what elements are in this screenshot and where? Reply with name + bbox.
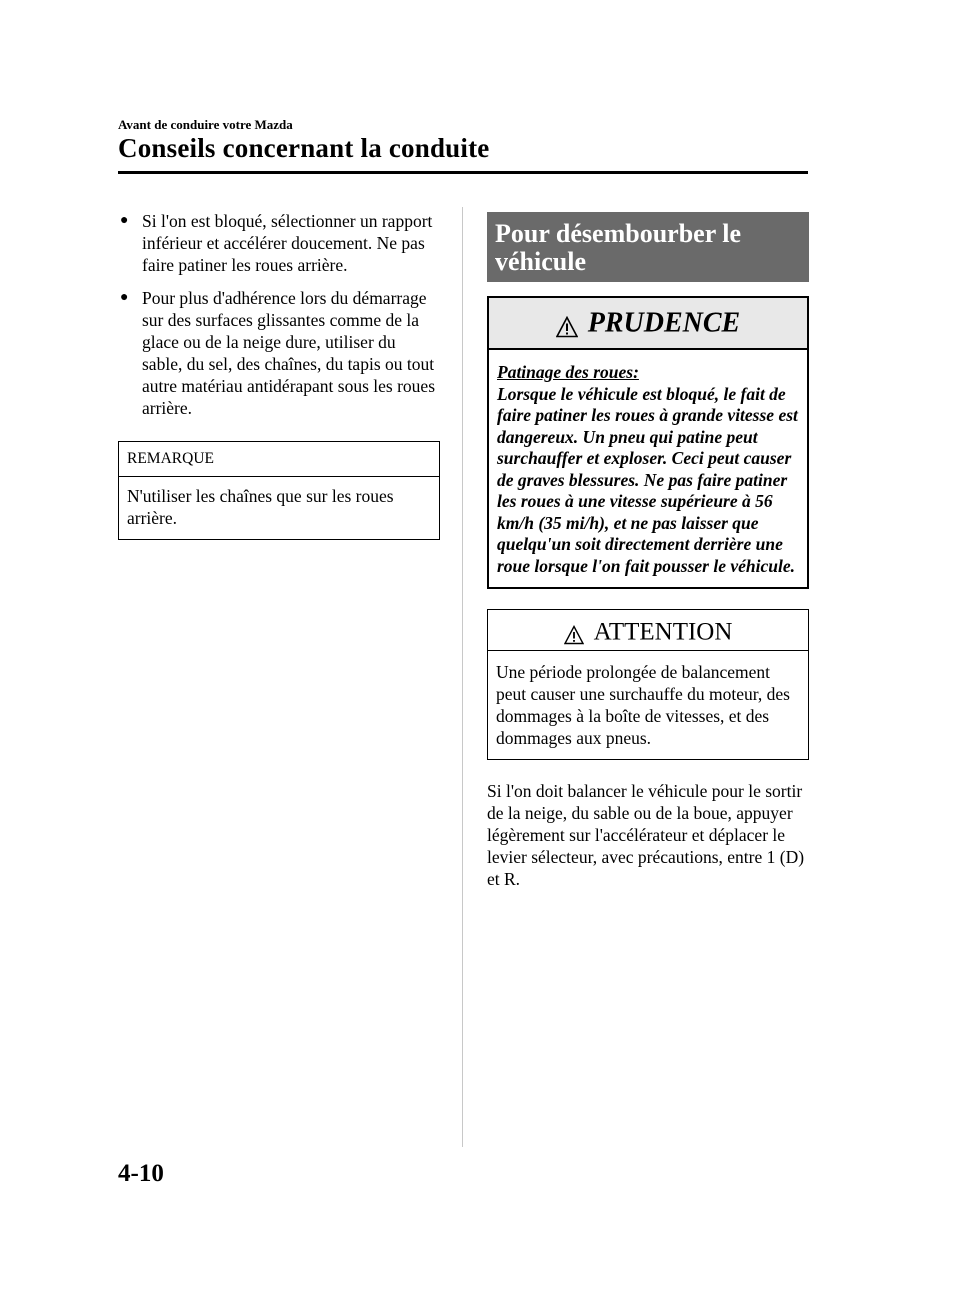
warning-triangle-icon bbox=[556, 309, 578, 331]
attention-body: Une période prolongée de balancement peut causer une surchauffe du moteur, des dommages à la boîte de vitesses, et des dommages aux pneus. bbox=[496, 662, 790, 748]
attention-header bbox=[488, 610, 808, 651]
column-divider bbox=[462, 207, 463, 1147]
bullet-icon: ● bbox=[120, 213, 129, 228]
list-item-text: Si l'on est bloqué, sélectionner un rapport inférieur et accélérer doucement. Ne pas faire patiner les roues arrière. bbox=[142, 211, 433, 275]
caution-text: Lorsque le véhicule est bloqué, le fait de faire patiner les roues à grande vitesse est dangereux. Un pneu qui patine peut surchauffer et exploser. Ceci peut causer de graves blessures. Ne pas faire patiner les roues à une vitesse supérieure à 56 km/h (35 mi/h), et ne pas laisser que quelqu'un soit directement derrière une roue lorsque l'on fait pousser le véhicule. bbox=[497, 383, 798, 576]
header-rule bbox=[118, 171, 808, 174]
list-item bbox=[118, 287, 440, 419]
caution-subtitle: Patinage des roues: bbox=[497, 362, 639, 382]
note-title: REMARQUE bbox=[119, 442, 439, 477]
bullet-list bbox=[118, 210, 440, 419]
section-heading: Pour désembourber le véhicule bbox=[487, 212, 809, 282]
attention-title: ATTENTION bbox=[593, 618, 733, 646]
left-column bbox=[118, 210, 440, 540]
page-number: 4-10 bbox=[118, 1160, 164, 1187]
warning-triangle-icon bbox=[564, 619, 584, 639]
bullet-icon: ● bbox=[120, 290, 129, 305]
note-body: N'utiliser les chaînes que sur les roues arrière. bbox=[127, 486, 394, 528]
page-title: Conseils concernant la conduite bbox=[118, 133, 490, 163]
list-item bbox=[118, 210, 440, 276]
caution-title: PRUDENCE bbox=[587, 307, 741, 339]
caution-header bbox=[489, 298, 807, 350]
caution-box bbox=[487, 296, 809, 589]
list-item-text: Pour plus d'adhérence lors du démarrage sur des surfaces glissantes comme de la glace ou de la neige dure, utiliser du sable, du sel, des chaînes, du tapis ou tout autre matériau antidérapant sous les roues arrière. bbox=[142, 288, 436, 418]
attention-box bbox=[487, 609, 809, 760]
right-column bbox=[487, 212, 809, 890]
body-paragraph: Si l'on doit balancer le véhicule pour le sortir de la neige, du sable ou de la boue, appuyer légèrement sur l'accélérateur et déplacer le levier sélecteur, avec précautions, entre 1 (D) et R. bbox=[487, 781, 805, 889]
caution-body bbox=[489, 350, 807, 587]
note-box bbox=[118, 441, 440, 540]
header-section-label: Avant de conduire votre Mazda bbox=[118, 117, 293, 132]
